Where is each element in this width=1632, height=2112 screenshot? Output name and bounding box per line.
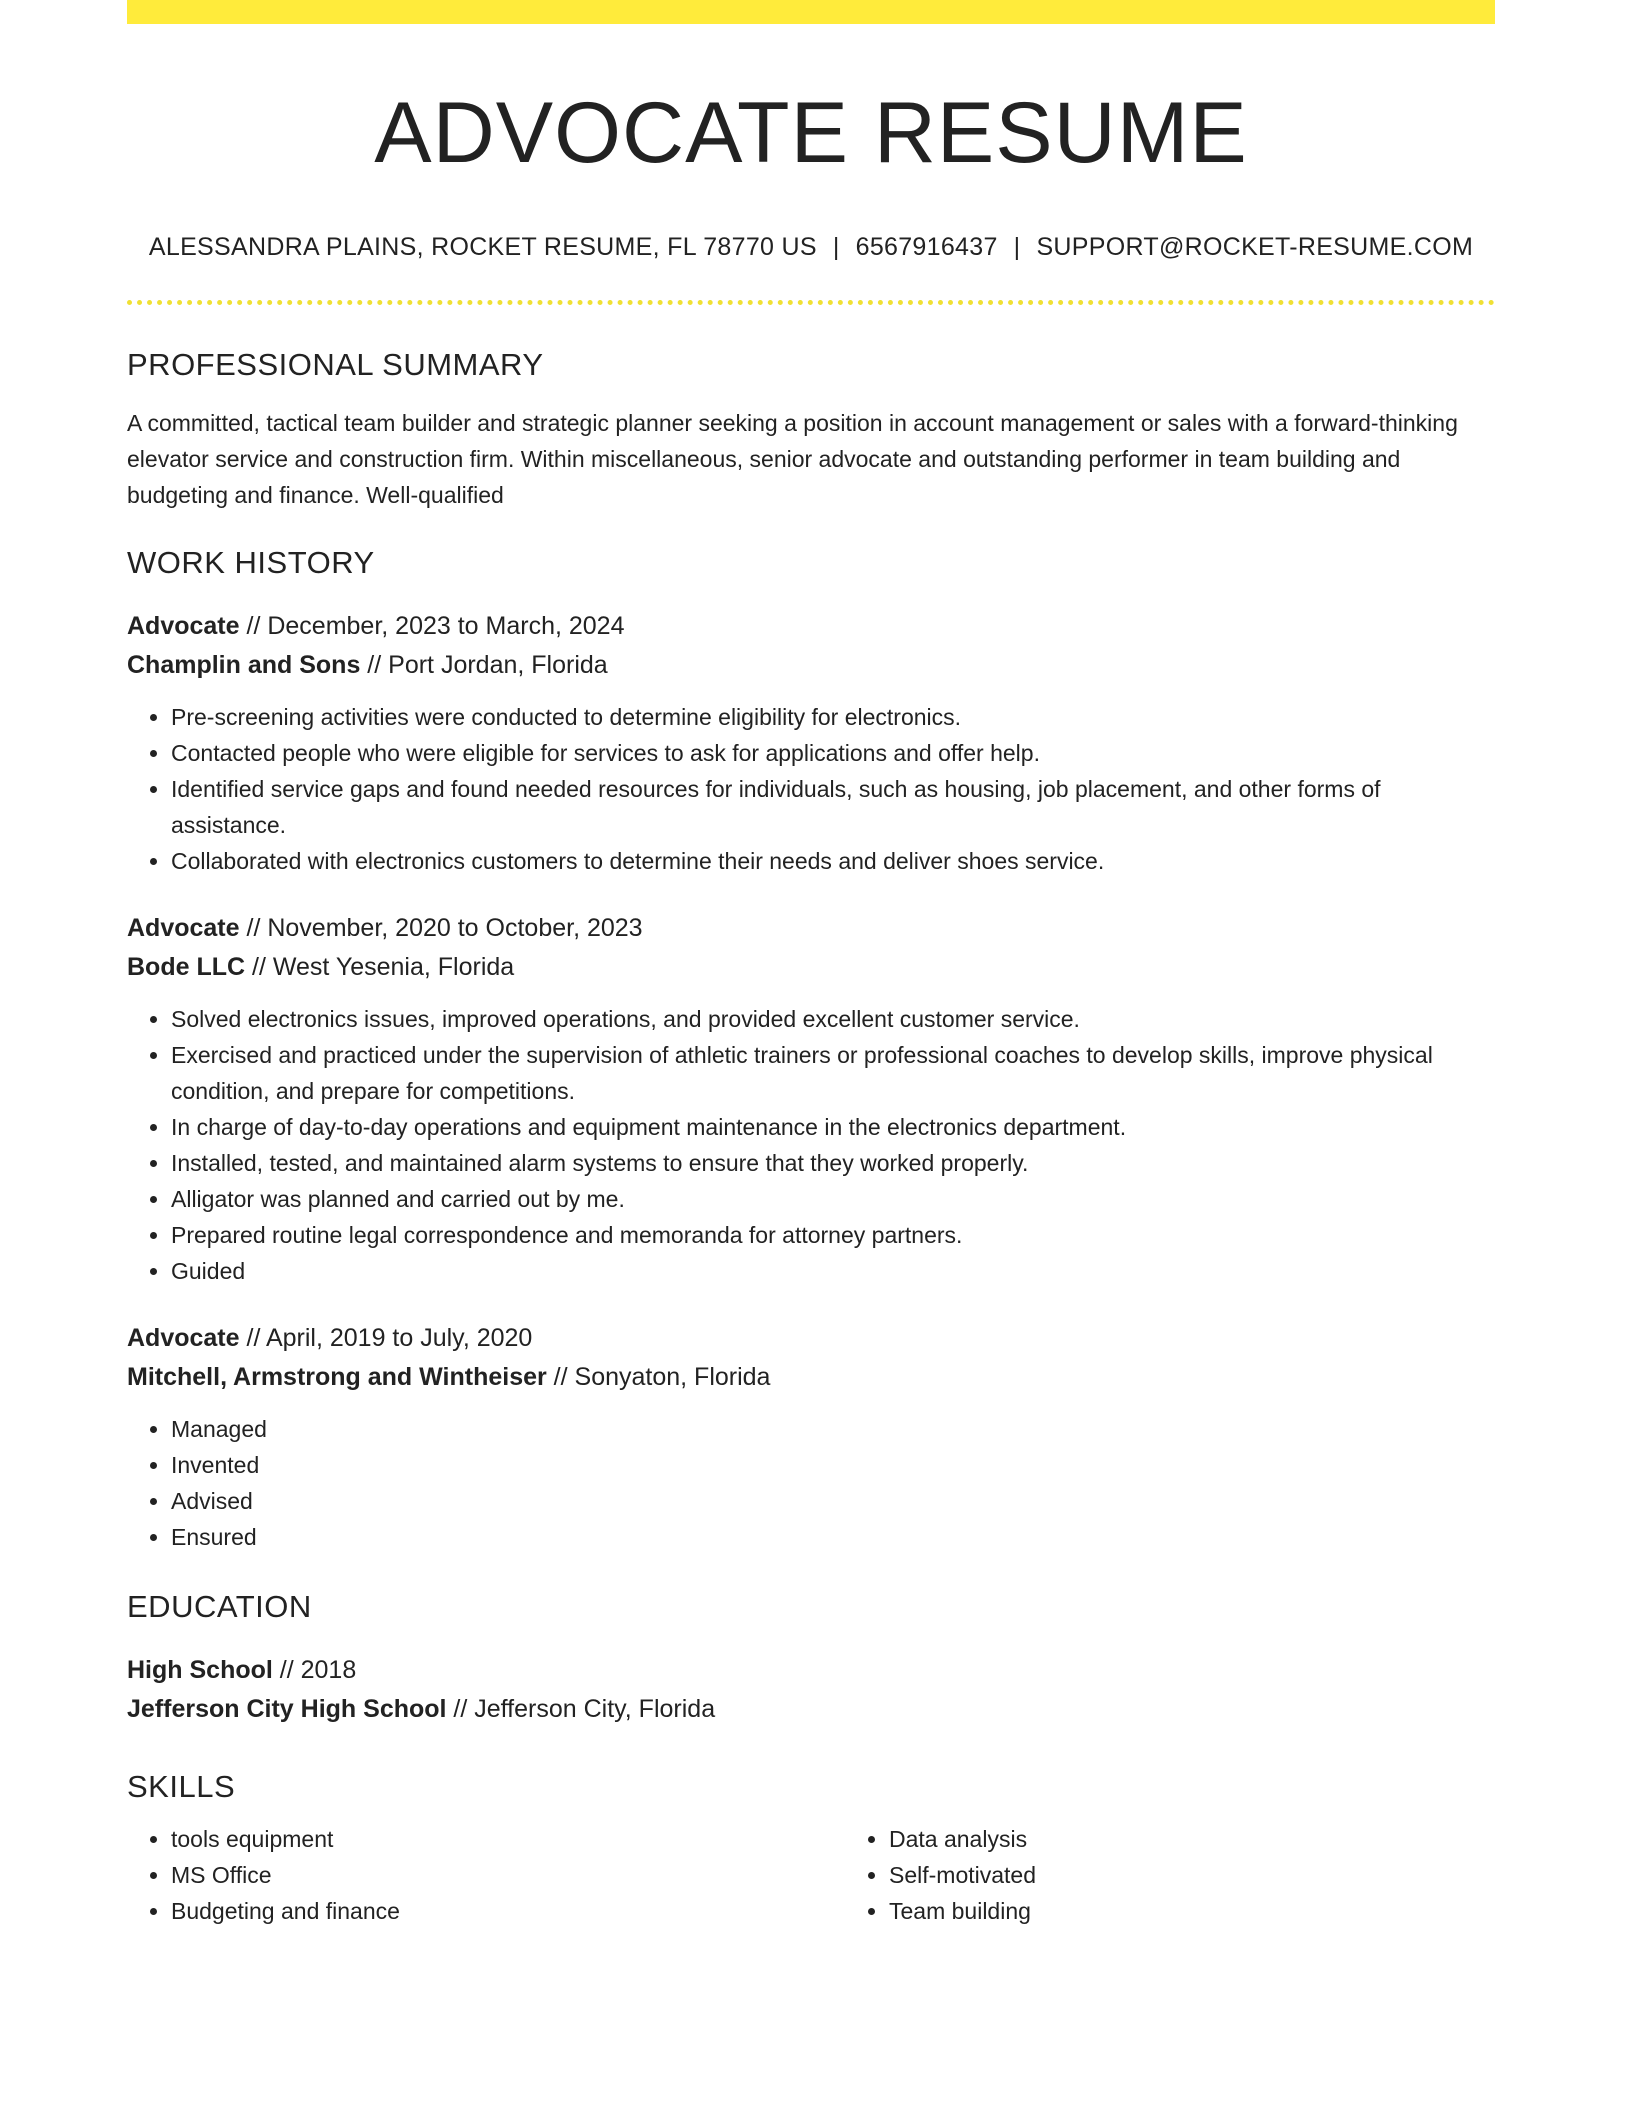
contact-separator: | bbox=[1013, 232, 1021, 261]
contact-line bbox=[127, 233, 1495, 262]
job-bullet-item: • Invented bbox=[171, 1447, 1495, 1483]
job-location: // West Yesenia, Florida bbox=[245, 952, 515, 981]
job-role: Advocate bbox=[127, 913, 240, 942]
skill-item: • Team building bbox=[889, 1893, 1563, 1929]
job-dates: // December, 2023 to March, 2024 bbox=[239, 611, 625, 640]
job-bullets bbox=[127, 1411, 1495, 1555]
job-bullet-item: • Exercised and practiced under the supervision of athletic trainers or professional coaches to develop skills, improve physical condition, and prepare for competitions. bbox=[171, 1037, 1495, 1109]
job-location: // Port Jordan, Florida bbox=[360, 650, 608, 679]
job-dates: // April, 2019 to July, 2020 bbox=[239, 1323, 533, 1352]
contact-separator: | bbox=[832, 232, 840, 261]
job-bullet-item: • Managed bbox=[171, 1411, 1495, 1447]
skills-grid bbox=[127, 1821, 1495, 1929]
skills-heading: SKILLS bbox=[127, 1768, 236, 1804]
education-year: // 2018 bbox=[272, 1655, 357, 1684]
job-entry bbox=[127, 1319, 1495, 1555]
job-bullet-item: • Alligator was planned and carried out by me. bbox=[171, 1181, 1495, 1217]
job-bullet-item: • Pre-screening activities were conducted to determine eligibility for electronics. bbox=[171, 699, 1495, 735]
education-degree: High School bbox=[127, 1655, 273, 1684]
job-dates: // November, 2020 to October, 2023 bbox=[239, 913, 643, 942]
education-degree-line bbox=[127, 1651, 1495, 1690]
contact-phone: 6567916437 bbox=[855, 232, 998, 261]
job-entry bbox=[127, 909, 1495, 1289]
job-company: Mitchell, Armstrong and Wintheiser bbox=[127, 1362, 547, 1391]
job-bullet-item: • Contacted people who were eligible for services to ask for applications and offer help. bbox=[171, 735, 1495, 771]
job-company: Champlin and Sons bbox=[127, 650, 361, 679]
education-school: Jefferson City High School bbox=[127, 1694, 447, 1723]
job-bullet-item: • Ensured bbox=[171, 1519, 1495, 1555]
accent-bar bbox=[127, 0, 1495, 24]
skill-item: • tools equipment bbox=[171, 1821, 845, 1857]
job-location: // Sonyaton, Florida bbox=[546, 1362, 771, 1391]
job-role: Advocate bbox=[127, 611, 240, 640]
job-bullet-item: • Guided bbox=[171, 1253, 1495, 1289]
job-role-line bbox=[127, 909, 1495, 948]
dotted-divider bbox=[127, 300, 1495, 305]
job-role: Advocate bbox=[127, 1323, 240, 1352]
skill-item: • Budgeting and finance bbox=[171, 1893, 845, 1929]
job-bullet-item: • Advised bbox=[171, 1483, 1495, 1519]
summary-text: A committed, tactical team builder and strategic planner seeking a position in account management or sales with a forward-thinking elevator service and construction firm. Within miscellaneous, senior advocate and outstanding performer in team building and budgeting and finance. Well-qualified bbox=[127, 409, 1458, 508]
contact-address: ALESSANDRA PLAINS, ROCKET RESUME, FL 78770 US bbox=[148, 232, 817, 261]
job-role-line bbox=[127, 1319, 1495, 1358]
work-history-heading: WORK HISTORY bbox=[127, 544, 375, 580]
skill-item: • Data analysis bbox=[889, 1821, 1563, 1857]
job-company-line bbox=[127, 1358, 1495, 1397]
job-bullets bbox=[127, 699, 1495, 879]
job-bullet-item: • Collaborated with electronics customers to determine their needs and deliver shoes service. bbox=[171, 843, 1495, 879]
job-company: Bode LLC bbox=[127, 952, 246, 981]
contact-email: SUPPORT@ROCKET-RESUME.COM bbox=[1036, 232, 1474, 261]
education-location: // Jefferson City, Florida bbox=[446, 1694, 716, 1723]
skill-item: • Self-motivated bbox=[889, 1857, 1563, 1893]
skill-item: • MS Office bbox=[171, 1857, 845, 1893]
job-bullet-item: • Installed, tested, and maintained alarm systems to ensure that they worked properly. bbox=[171, 1145, 1495, 1181]
skills-right-list bbox=[845, 1821, 1563, 1929]
job-company-line bbox=[127, 646, 1495, 685]
resume-title: ADVOCATE RESUME bbox=[374, 85, 1248, 181]
summary-heading: PROFESSIONAL SUMMARY bbox=[127, 346, 544, 382]
job-bullet-item: • Prepared routine legal correspondence and memoranda for attorney partners. bbox=[171, 1217, 1495, 1253]
skills-left-list bbox=[127, 1821, 845, 1929]
job-bullets bbox=[127, 1001, 1495, 1289]
resume-page bbox=[127, 0, 1495, 1929]
job-role-line bbox=[127, 607, 1495, 646]
education-heading: EDUCATION bbox=[127, 1588, 312, 1624]
job-bullet-item: • In charge of day-to-day operations and equipment maintenance in the electronics department. bbox=[171, 1109, 1495, 1145]
job-entry bbox=[127, 607, 1495, 879]
jobs-list bbox=[127, 607, 1495, 1555]
education-entry bbox=[127, 1651, 1495, 1729]
job-bullet-item: • Solved electronics issues, improved operations, and provided excellent customer service. bbox=[171, 1001, 1495, 1037]
education-school-line bbox=[127, 1690, 1495, 1729]
job-company-line bbox=[127, 948, 1495, 987]
job-bullet-item: • Identified service gaps and found needed resources for individuals, such as housing, job placement, and other forms of assistance. bbox=[171, 771, 1495, 843]
